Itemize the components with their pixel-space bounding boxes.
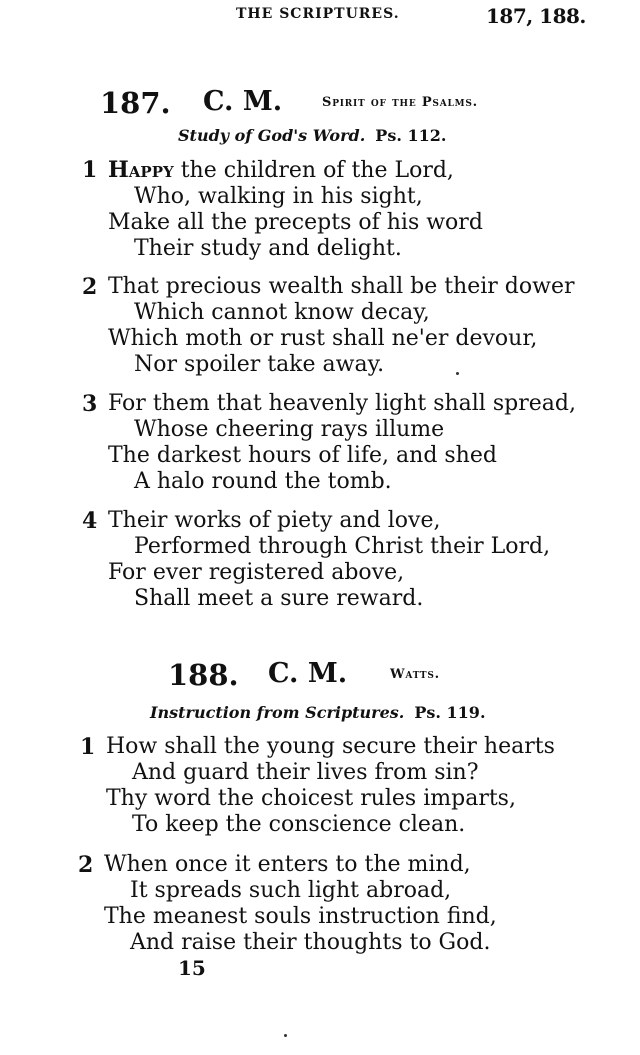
hymn-187-header	[100, 86, 550, 120]
verse-line: Performed through Christ their Lord,	[134, 534, 551, 559]
hymn-188-verse-2	[78, 852, 497, 956]
ink-speck	[456, 372, 459, 375]
hymn-meter: C. M.	[268, 658, 348, 689]
hymn-187-verse-2	[82, 274, 574, 378]
running-head: THE SCRIPTURES.	[236, 6, 400, 22]
verse-line: A halo round the tomb.	[134, 469, 392, 494]
verse-line: Thy word the choicest rules imparts,	[106, 786, 516, 811]
verse-line: Make all the precepts of his word	[108, 210, 483, 235]
verse-number: 1	[82, 157, 98, 183]
verse-line: That precious wealth shall be their dower	[108, 274, 575, 299]
scripture-reference: Ps. 119.	[414, 703, 486, 722]
verse-line: Who, walking in his sight,	[134, 184, 423, 209]
verse-line: The meanest souls instruction find,	[104, 904, 497, 929]
hymn-subtitle: Study of God's Word.	[178, 126, 366, 145]
verse-line: And raise their thoughts to God.	[130, 930, 491, 955]
hymn-187-verse-4	[82, 508, 550, 612]
verse-number: 2	[78, 852, 94, 878]
verse-number: 2	[82, 274, 98, 300]
verse-line: And guard their lives from sin?	[132, 760, 479, 785]
hymn-author: Watts.	[390, 667, 440, 682]
verse-line: When once it enters to the mind,	[104, 852, 471, 877]
hymn-187-subtitle	[178, 126, 446, 145]
hymn-188-verse-1	[80, 734, 555, 838]
signature-mark: 15	[178, 956, 206, 980]
verse-line: Which moth or rust shall ne'er devour,	[108, 326, 538, 351]
hymn-number: 188.	[168, 658, 239, 692]
verse-line: To keep the conscience clean.	[132, 812, 466, 837]
hymn-subtitle: Instruction from Scriptures.	[150, 703, 405, 722]
hymn-188-subtitle	[150, 703, 486, 722]
hymn-number: 187.	[100, 86, 171, 120]
verse-number: 1	[80, 734, 96, 760]
ink-speck	[284, 1034, 287, 1037]
verse-line: It spreads such light abroad,	[130, 878, 452, 903]
verse-line: Whose cheering rays illume	[134, 417, 445, 442]
verse-number: 3	[82, 391, 98, 417]
hymn-meter: C. M.	[203, 86, 283, 117]
page-numbers: 187, 188.	[486, 4, 586, 28]
verse-line: How shall the young secure their hearts	[106, 734, 555, 759]
verse-line: Nor spoiler take away.	[134, 352, 385, 377]
scripture-reference: Ps. 112.	[375, 126, 447, 145]
verse-line: Their study and delight.	[134, 236, 402, 261]
hymn-187-verse-1	[82, 157, 483, 262]
hymn-188-header	[168, 658, 488, 692]
verse-line: Their works of piety and love,	[108, 508, 441, 533]
verse-line: For ever registered above,	[108, 560, 405, 585]
verse-line: Happy the children of the Lord,	[108, 157, 454, 183]
verse-number: 4	[82, 508, 98, 534]
verse-line: The darkest hours of life, and shed	[108, 443, 497, 468]
verse-line: Which cannot know decay,	[134, 300, 430, 325]
verse-first-word: Happy	[108, 157, 174, 183]
hymn-187-verse-3	[82, 391, 576, 495]
hymn-author: Spirit of the Psalms.	[322, 95, 478, 110]
verse-line: Shall meet a sure reward.	[134, 586, 424, 611]
verse-line: For them that heavenly light shall spread,	[108, 391, 576, 416]
